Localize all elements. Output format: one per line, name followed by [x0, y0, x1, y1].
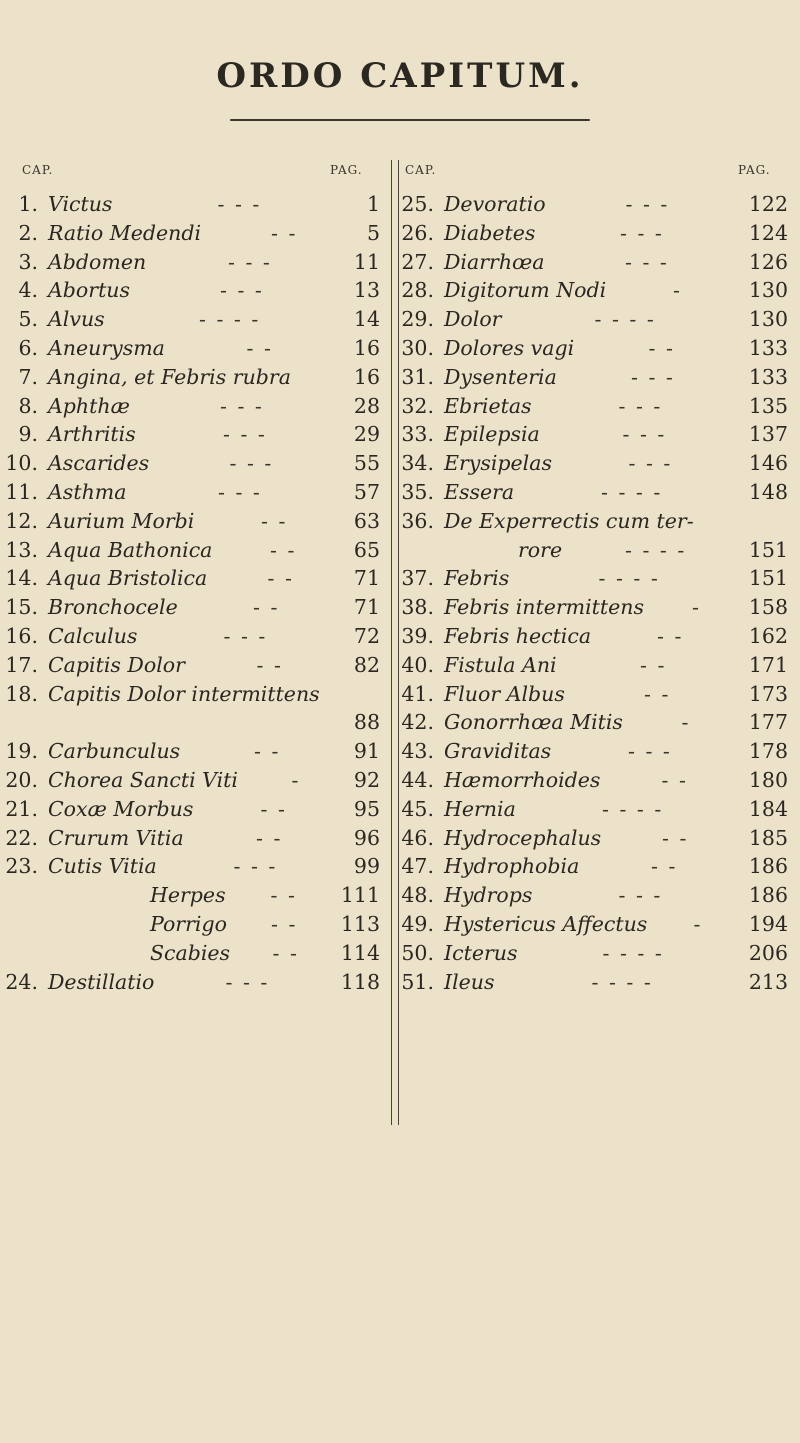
index-entry [0, 392, 380, 421]
index-entry [398, 276, 788, 305]
page-number: 177 [748, 710, 788, 735]
page-number: 126 [748, 249, 788, 274]
chapter-number: 14. [5, 566, 38, 591]
page-number: 137 [748, 422, 788, 447]
index-entry [0, 968, 380, 997]
dot-leader: - - - - [602, 940, 664, 965]
chapter-number: 20. [5, 767, 38, 792]
chapter-title: Aphthæ [48, 393, 130, 418]
index-entry [398, 737, 788, 766]
page-number: 162 [748, 623, 788, 648]
chapter-title: Dysenteria [444, 364, 557, 389]
index-entry [398, 881, 788, 910]
index-entry [398, 248, 788, 277]
dot-leader: - - [253, 595, 280, 620]
index-entry [398, 622, 788, 651]
chapter-title: De Experrectis cum ter- [444, 508, 694, 533]
dot-leader: - - - [625, 249, 669, 274]
chapter-title: Ileus [444, 969, 495, 994]
chapter-number: 12. [5, 508, 38, 533]
chapter-title: Hernia [444, 796, 516, 821]
index-entry [398, 824, 788, 853]
chapter-number: 23. [5, 854, 38, 879]
page-number: 130 [748, 307, 788, 332]
chapter-title: Hydrocephalus [444, 825, 602, 850]
dot-leader: - - [651, 854, 678, 879]
chapter-number: 25. [401, 192, 434, 216]
chapter-title: Aneurysma [48, 335, 165, 360]
dot-leader: - - - - [602, 796, 664, 821]
dot-leader: - - [270, 883, 297, 908]
dot-leader: - - - - [591, 969, 653, 994]
dot-leader: - - - [223, 623, 268, 648]
dot-leader: - - - [625, 192, 670, 216]
page-number: 135 [748, 393, 788, 418]
index-entry [398, 420, 788, 449]
index-entry [398, 478, 788, 507]
chapter-number: 1. [18, 192, 38, 216]
page-number: 14 [353, 307, 380, 332]
index-entry [0, 939, 380, 968]
chapter-title: Fistula Ani [444, 652, 557, 677]
chapter-number: 11. [5, 479, 38, 504]
dot-leader: - - [661, 767, 688, 792]
page-number: 55 [353, 451, 380, 476]
chapter-title: Herpes [150, 883, 226, 908]
page-number: 186 [748, 854, 788, 879]
page-number: 118 [340, 969, 380, 994]
chapter-number: 49. [401, 911, 434, 936]
chapter-number: 39. [401, 623, 434, 648]
chapter-title: Abortus [48, 278, 131, 303]
dot-leader: - - - [628, 739, 672, 764]
page-number: 13 [353, 278, 380, 303]
index-entry [398, 305, 788, 334]
left-column [0, 190, 380, 996]
dot-leader: - [693, 911, 703, 936]
page-number: 28 [353, 393, 380, 418]
index-entry [0, 190, 380, 219]
dot-leader: - - - [622, 422, 667, 447]
page-title: ORDO CAPITUM. [216, 56, 584, 96]
chapter-number: 41. [401, 681, 434, 706]
page-number: 185 [748, 825, 788, 850]
page-number: 16 [353, 335, 380, 360]
index-entry [0, 881, 380, 910]
dot-leader: - - [644, 681, 671, 706]
page-number: 114 [340, 940, 380, 965]
chapter-title: Destillatio [48, 969, 155, 994]
index-entry [0, 852, 380, 881]
index-entry [0, 564, 380, 593]
chapter-title: Essera [444, 479, 515, 504]
chapter-number: 40. [401, 652, 434, 677]
page-number: 148 [748, 479, 788, 504]
chapter-number: 33. [401, 422, 434, 447]
right-pag-header: PAG. [738, 163, 771, 177]
dot-leader: - - - - [598, 566, 660, 591]
dot-leader: - - - [618, 883, 663, 908]
right-column [398, 190, 788, 996]
index-entry [398, 334, 788, 363]
chapter-number: 17. [5, 652, 38, 677]
dot-leader: - - [260, 796, 287, 821]
chapter-number: 47. [401, 854, 434, 879]
chapter-number: 51. [401, 969, 434, 994]
chapter-title: Erysipelas [444, 451, 552, 476]
chapter-number: 6. [18, 335, 38, 360]
index-entry [0, 219, 380, 248]
title-rule [230, 119, 590, 121]
page-number: 1 [366, 192, 380, 216]
dot-leader: - [291, 767, 301, 792]
dot-leader: - [692, 595, 701, 620]
dot-leader: - - - [233, 854, 278, 879]
chapter-title: Aqua Bristolica [48, 566, 208, 591]
chapter-title: Capitis Dolor [48, 652, 185, 677]
chapter-number: 32. [401, 393, 434, 418]
chapter-number: 34. [401, 451, 434, 476]
index-entry [0, 824, 380, 853]
index-entry [0, 420, 380, 449]
chapter-title: Diabetes [444, 220, 536, 245]
page-number: 72 [353, 623, 380, 648]
dot-leader: - - [256, 652, 283, 677]
chapter-number: 27. [401, 249, 434, 274]
page-number: 213 [748, 969, 788, 994]
chapter-title: Cutis Vitia [48, 854, 157, 879]
page-number: 186 [748, 883, 788, 908]
chapter-number: 35. [401, 479, 434, 504]
dot-leader: - - [272, 940, 299, 965]
dot-leader: - - - [229, 451, 274, 476]
index-entry [0, 248, 380, 277]
dot-leader: - - [271, 220, 298, 245]
index-entry [0, 766, 380, 795]
page-number: 92 [353, 767, 380, 792]
chapter-title: Epilepsia [444, 422, 540, 447]
page-number: 82 [353, 652, 380, 677]
chapter-title: Graviditas [444, 739, 552, 764]
chapter-number: 43. [401, 739, 434, 764]
page-number: 57 [353, 479, 380, 504]
chapter-title: Devoratio [444, 192, 546, 216]
chapter-title: Ascarides [48, 451, 150, 476]
index-entry [398, 852, 788, 881]
chapter-number: 21. [5, 796, 38, 821]
page-number: 171 [748, 652, 788, 677]
chapter-number: 7. [18, 364, 38, 389]
dot-leader: - - [657, 623, 684, 648]
chapter-number: 24. [5, 969, 38, 994]
dot-leader: - - [271, 911, 298, 936]
dot-leader: - - - [620, 220, 664, 245]
chapter-title: Victus [48, 192, 113, 216]
chapter-number: 29. [401, 307, 434, 332]
dot-leader: - - [662, 825, 689, 850]
page-number: 146 [748, 451, 788, 476]
index-entry [0, 334, 380, 363]
index-entry [398, 651, 788, 680]
dot-leader: - - - [225, 969, 270, 994]
chapter-title: Scabies [150, 940, 231, 965]
dot-leader: - - - [618, 393, 663, 418]
page-number: 88 [353, 710, 380, 735]
dot-leader: - - - [217, 192, 262, 216]
dot-leader: - - - - [594, 307, 656, 332]
dot-leader: - - [270, 537, 297, 562]
right-cap-header: CAP. [405, 163, 437, 177]
page-number: 11 [353, 249, 380, 274]
page-number: 151 [748, 537, 788, 562]
page-number: 206 [748, 940, 788, 965]
chapter-number: 22. [5, 825, 38, 850]
chapter-title: Ratio Medendi [48, 220, 202, 245]
chapter-number: 30. [401, 335, 434, 360]
index-entry [0, 536, 380, 565]
chapter-title: Crurum Vitia [48, 825, 184, 850]
page-number: 158 [748, 595, 788, 620]
chapter-title: Hystericus Affectus [444, 911, 648, 936]
chapter-title: Chorea Sancti Viti [48, 767, 238, 792]
index-entry [398, 190, 788, 219]
dot-leader: - - [640, 652, 667, 677]
index-entry [0, 795, 380, 824]
page-number: 194 [748, 911, 788, 936]
chapter-number: 45. [401, 796, 434, 821]
index-entry [398, 766, 788, 795]
chapter-title: Gonorrhœa Mitis [444, 710, 623, 735]
chapter-title: Hæmorrhoides [444, 767, 601, 792]
page-number: 99 [353, 854, 380, 879]
page-number: 122 [748, 192, 788, 216]
chapter-title: rore [518, 537, 563, 562]
index-entry [0, 622, 380, 651]
page-number: 95 [353, 796, 380, 821]
index-entry [0, 363, 380, 392]
chapter-title: Calculus [48, 623, 138, 648]
page-number: 71 [353, 566, 380, 591]
chapter-title: Aurium Morbi [48, 508, 195, 533]
index-entry [398, 507, 788, 536]
chapter-title: Fluor Albus [444, 681, 565, 706]
page-number: 113 [340, 911, 380, 936]
chapter-number: 9. [18, 422, 38, 447]
chapter-number: 50. [401, 940, 434, 965]
page-number: 173 [748, 681, 788, 706]
chapter-number: 37. [401, 566, 434, 591]
left-cap-header: CAP. [22, 163, 54, 177]
chapter-number: 13. [5, 537, 38, 562]
dot-leader: - - - - [199, 307, 261, 332]
page-number: 29 [353, 422, 380, 447]
left-pag-header: PAG. [330, 163, 363, 177]
page-number: 130 [748, 278, 788, 303]
chapter-title: Febris intermittens [444, 595, 645, 620]
chapter-title: Carbunculus [48, 739, 181, 764]
chapter-title: Febris [444, 566, 510, 591]
page-number: 63 [353, 508, 380, 533]
dot-leader: - - - [218, 479, 262, 504]
chapter-number: 15. [5, 595, 38, 620]
chapter-number: 4. [18, 278, 38, 303]
dot-leader: - - - [223, 422, 267, 447]
dot-leader: - - - [631, 364, 675, 389]
index-entry [398, 795, 788, 824]
chapter-title: Ebrietas [444, 393, 532, 418]
index-entry [398, 593, 788, 622]
index-entry [0, 737, 380, 766]
chapter-title: Angina, et Febris rubra [48, 364, 291, 389]
chapter-title: Dolor [444, 307, 502, 332]
chapter-number: 19. [5, 739, 38, 764]
index-entry [398, 392, 788, 421]
dot-leader: - - [267, 566, 294, 591]
chapter-number: 28. [401, 278, 434, 303]
page-number: 133 [748, 364, 788, 389]
dot-leader: - - - - [601, 479, 663, 504]
page-number: 91 [353, 739, 380, 764]
dot-leader: - - [648, 335, 675, 360]
dot-leader: - - - - [625, 537, 687, 562]
page-number: 71 [353, 595, 380, 620]
chapter-title: Febris hectica [444, 623, 592, 648]
page-number: 5 [366, 220, 380, 245]
chapter-title: Bronchocele [48, 595, 178, 620]
chapter-title: Hydrops [444, 883, 533, 908]
chapter-title: Digitorum Nodi [444, 278, 607, 303]
page-number: 180 [748, 767, 788, 792]
index-entry [0, 593, 380, 622]
index-entry [398, 219, 788, 248]
page-number: 96 [353, 825, 380, 850]
chapter-number: 31. [401, 364, 434, 389]
index-entry [398, 708, 788, 737]
index-entry [0, 507, 380, 536]
chapter-number: 36. [401, 508, 434, 533]
index-entry [398, 939, 788, 968]
page-number: 133 [748, 335, 788, 360]
chapter-title: Hydrophobia [444, 854, 580, 879]
chapter-title: Diarrhœa [444, 249, 545, 274]
chapter-number: 10. [5, 451, 38, 476]
index-entry [398, 910, 788, 939]
chapter-number: 2. [18, 220, 38, 245]
dot-leader: - - - [220, 278, 264, 303]
chapter-title: Alvus [48, 307, 105, 332]
index-entry [0, 680, 380, 709]
dot-leader: - - - [220, 393, 264, 418]
chapter-number: 3. [18, 249, 38, 274]
index-entry [398, 680, 788, 709]
chapter-number: 38. [401, 595, 434, 620]
index-entry [0, 651, 380, 680]
chapter-title: Abdomen [48, 249, 147, 274]
index-entry [398, 536, 788, 565]
page-number: 16 [353, 364, 380, 389]
chapter-number: 16. [5, 623, 38, 648]
chapter-number: 8. [18, 393, 38, 418]
chapter-number: 5. [18, 307, 38, 332]
page-number: 184 [748, 796, 788, 821]
page-number: 151 [748, 566, 788, 591]
chapter-number: 26. [401, 220, 434, 245]
index-entry [398, 449, 788, 478]
chapter-number: 18. [5, 681, 38, 706]
dot-leader: - - - [228, 249, 272, 274]
dot-leader: - - [256, 825, 283, 850]
index-entry [0, 708, 380, 737]
chapter-title: Capitis Dolor intermittens [48, 681, 320, 706]
chapter-title: Dolores vagi [444, 335, 575, 360]
index-entry [398, 564, 788, 593]
dot-leader: - - [254, 739, 281, 764]
chapter-number: 46. [401, 825, 434, 850]
page-number: 124 [748, 220, 788, 245]
page-number: 111 [340, 883, 380, 908]
dot-leader: - [681, 710, 691, 735]
dot-leader: - - [246, 335, 273, 360]
dot-leader: - - [261, 508, 288, 533]
chapter-title: Coxæ Morbus [48, 796, 194, 821]
index-entry [0, 478, 380, 507]
chapter-number: 42. [401, 710, 434, 735]
page-number: 65 [353, 537, 380, 562]
index-entry [398, 968, 788, 997]
dot-leader: - [673, 278, 682, 303]
index-entry [398, 363, 788, 392]
chapter-number: 48. [401, 883, 434, 908]
chapter-title: Asthma [48, 479, 127, 504]
index-entry [0, 449, 380, 478]
index-entry [0, 910, 380, 939]
dot-leader: - - - [628, 451, 673, 476]
chapter-number: 44. [401, 767, 434, 792]
chapter-title: Arthritis [48, 422, 136, 447]
index-entry [0, 276, 380, 305]
index-entry [0, 305, 380, 334]
page-number: 178 [748, 739, 788, 764]
chapter-title: Aqua Bathonica [48, 537, 213, 562]
chapter-title: Icterus [444, 940, 518, 965]
chapter-title: Porrigo [150, 911, 227, 936]
